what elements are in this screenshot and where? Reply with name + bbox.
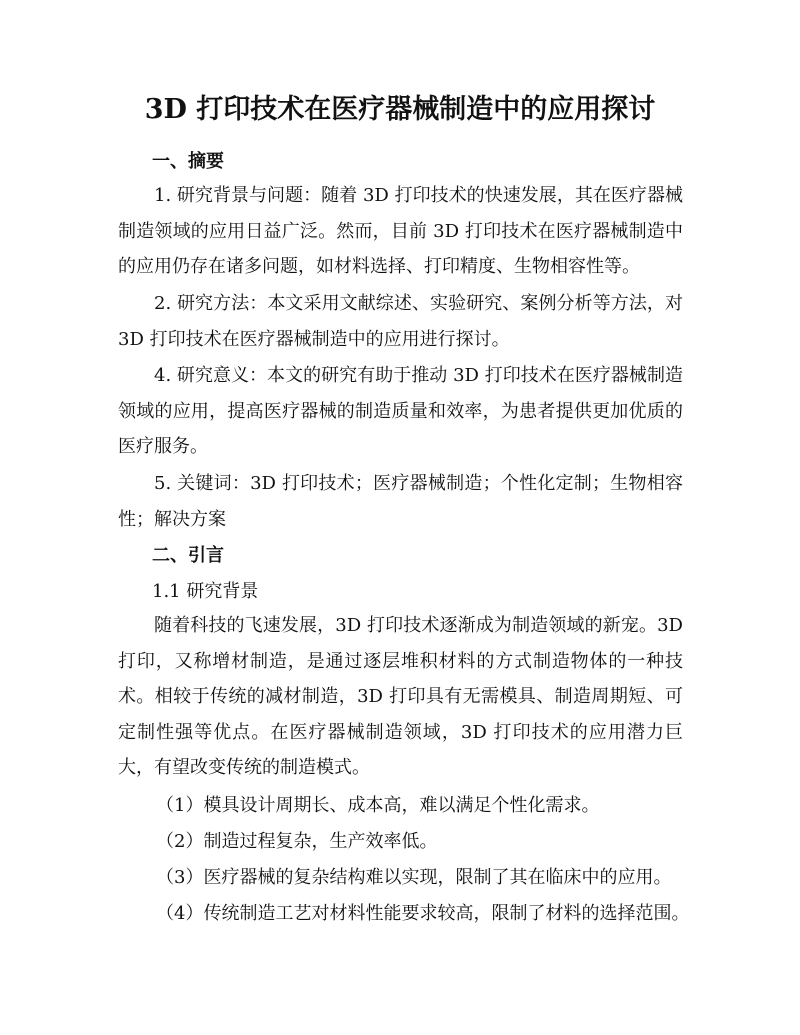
- introduction-heading: 二、引言: [152, 545, 224, 566]
- abstract-paragraph-significance: 4. 研究意义：本文的研究有助于推动 3D 打印技术在医疗器械制造领域的应用，提高医疗器械的制造质量和效率，为患者提供更加优质的医疗服务。: [118, 365, 683, 458]
- document-title: 3D 打印技术在医疗器械制造中的应用探讨: [144, 94, 656, 125]
- abstract-heading: 一、摘要: [152, 151, 224, 172]
- abstract-paragraph-background: 1. 研究背景与问题：随着 3D 打印技术的快速发展，其在医疗器械制造领域的应用日益广泛。然而，目前 3D 打印技术在医疗器械制造中的应用仍存在诸多问题，如材料选择、打印精度、生物相容性等。: [118, 185, 683, 278]
- list-item: （4）传统制造工艺对材料性能要求较高，限制了材料的选择范围。: [156, 903, 690, 924]
- introduction-paragraph: 随着科技的飞速发展，3D 打印技术逐渐成为制造领域的新宠。3D 打印，又称增材制造，是通过逐层堆积材料的方式制造物体的一种技术。相较于传统的减材制造，3D 打印具有无需模具、制造周期短、可定制性强等优点。在医疗器械制造领域，3D 打印技术的应用潜力巨大，有望改变传统的制造模式。: [118, 615, 683, 779]
- abstract-paragraph-keywords: 5. 关键词：3D 打印技术；医疗器械制造；个性化定制；生物相容性；解决方案: [118, 473, 683, 530]
- list-item: （2）制造过程复杂，生产效率低。: [156, 831, 438, 852]
- abstract-paragraph-methods: 2. 研究方法：本文采用文献综述、实验研究、案例分析等方法，对 3D 打印技术在医疗器械制造中的应用进行探讨。: [118, 293, 683, 350]
- research-background-subheading: 1.1 研究背景: [152, 581, 259, 602]
- list-item: （1）模具设计周期长、成本高，难以满足个性化需求。: [156, 795, 600, 816]
- list-item: （3）医疗器械的复杂结构难以实现，限制了其在临床中的应用。: [156, 867, 672, 888]
